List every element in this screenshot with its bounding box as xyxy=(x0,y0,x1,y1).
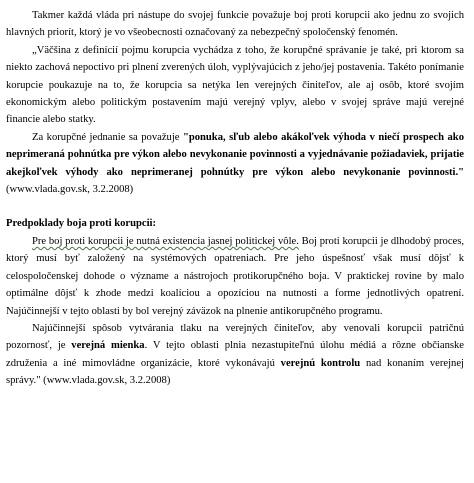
conduct-citation: (www.vlada.gov.sk, 3.2.2008) xyxy=(6,184,134,196)
public-opinion-citation: nad konaním verejnej správy." (www.vlada.gov.sk, 3.2.2008) xyxy=(6,357,464,387)
political-will-sentence: Pre boj proti korupcii je nutná existencia jasnej politickej vôle. xyxy=(32,235,299,247)
public-opinion-text-2: . V tejto oblasti plnia nezastupiteľnú úlohu médiá a rôzne občianske združenia a iné mimovládne organizácie, ktoré vykonávajú xyxy=(6,340,464,369)
public-opinion-term: verejná mienka xyxy=(71,340,145,352)
conduct-quote: "ponuka, sľub alebo akákoľvek výhoda v niečí prospech ako neprimeraná pohnútka pre výkon alebo nevykonanie povinnosti a vyjednávanie požiadaviek, prijatie akejkoľvek výhody ako neprimeranej pohnútky pre výkon alebo nevykonanie povinnosti." xyxy=(6,131,464,178)
paragraph-corruption-conduct xyxy=(6,129,464,199)
paragraph-definition: „Väčšina z definícií pojmu korupcia vychádza z toho, že korupčné správanie je také, pri ktorom sa niekto zachová nepoctivo pri plnení zverených úloh, vyplývajúcich z jeho/jej postavenia. Takéto ponímanie korupcie poukazuje na to, že korupcia sa netýka len verejných činiteľov, ale aj osôb, ktoré svojím ekonomickým alebo politickým postavením majú verejný vplyv, alebo v svojej správe majú verejné financie alebo statky. xyxy=(6,44,464,126)
prerequisites-text: Boj proti korupcii je dlhodobý proces, ktorý musí byť založený na systémových opatreniach. Pre jeho úspešnosť však musí dôjsť k celospoločenskej dohode o význame a nástrojoch protikorupčného boja. V praktickej rovine by malo optimálne dôjsť k zhode medzi koalíciou a opozíciou na nutnosti a forme jednotlivých opatrení. Najúčinnejší v tejto oblasti by bol verejný záväzok na plnenie antikorupčného programu. xyxy=(6,235,464,317)
public-opinion-text-1: Najúčinnejší spôsob vytvárania tlaku na verejných činiteľov, aby venovali korupcii patričnú pozornosť, je xyxy=(6,322,464,352)
conduct-intro-text: Za korupčné jednanie sa považuje xyxy=(32,131,183,143)
section-heading: Predpoklady boja proti korupcii: xyxy=(6,218,157,230)
paragraph-public-opinion xyxy=(6,320,464,390)
paragraph-prerequisites xyxy=(6,233,464,320)
public-control-term: verejnú kontrolu xyxy=(280,357,361,369)
paragraph-intro: Takmer každá vláda pri nástupe do svojej funkcie považuje boj proti korupcii ako jednu zo svojich hlavných priorít, ktorý je vo všeobecnosti označovaný za nebezpečný spoločenský fenomén. xyxy=(6,10,464,39)
